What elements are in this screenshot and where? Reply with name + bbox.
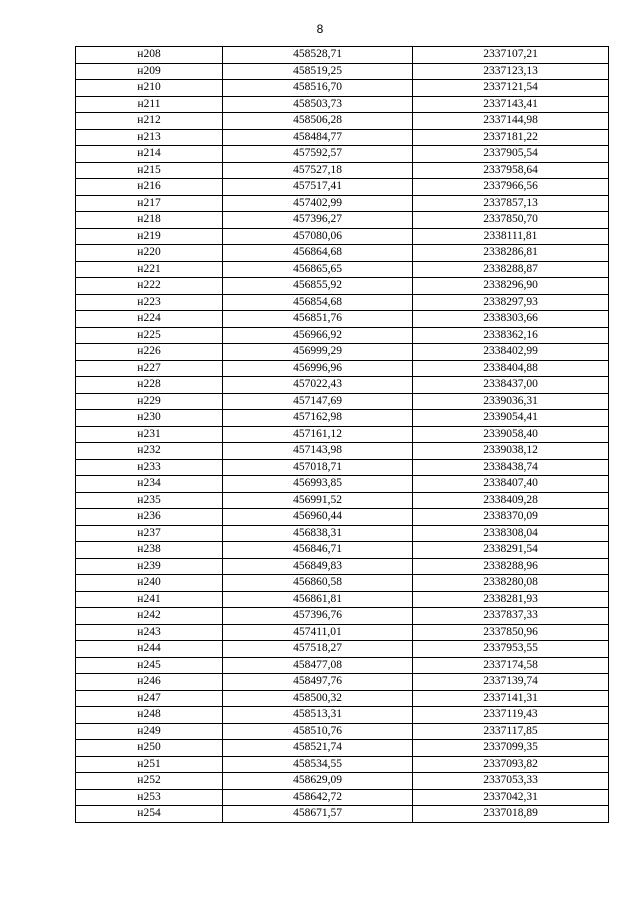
table-row [76,195,609,212]
page-number: 8 [316,22,324,36]
table-row [76,459,609,476]
x-coordinate-cell: 458500,32 [223,690,413,707]
point-id-cell: н226 [76,344,223,361]
x-coordinate-cell: 458503,73 [223,96,413,113]
table-row [76,674,609,691]
table-row [76,608,609,625]
y-coordinate-cell: 2339054,41 [413,410,609,427]
point-id-cell: н220 [76,245,223,262]
y-coordinate-cell: 2337119,43 [413,707,609,724]
x-coordinate-cell: 456999,29 [223,344,413,361]
y-coordinate-cell: 2337181,22 [413,129,609,146]
y-coordinate-cell: 2338288,96 [413,558,609,575]
x-coordinate-cell: 456849,83 [223,558,413,575]
x-coordinate-cell: 457402,99 [223,195,413,212]
x-coordinate-cell: 457161,12 [223,426,413,443]
point-id-cell: н238 [76,542,223,559]
table-row [76,311,609,328]
point-id-cell: н224 [76,311,223,328]
x-coordinate-cell: 457162,98 [223,410,413,427]
y-coordinate-cell: 2338291,54 [413,542,609,559]
y-coordinate-cell: 2338407,40 [413,476,609,493]
y-coordinate-cell: 2338111,81 [413,228,609,245]
y-coordinate-cell: 2337837,33 [413,608,609,625]
y-coordinate-cell: 2337107,21 [413,47,609,64]
table-row [76,690,609,707]
point-id-cell: н227 [76,360,223,377]
table-row [76,162,609,179]
x-coordinate-cell: 457022,43 [223,377,413,394]
table-row [76,707,609,724]
y-coordinate-cell: 2339058,40 [413,426,609,443]
point-id-cell: н240 [76,575,223,592]
y-coordinate-cell: 2337857,13 [413,195,609,212]
point-id-cell: н219 [76,228,223,245]
y-coordinate-cell: 2337139,74 [413,674,609,691]
y-coordinate-cell: 2338404,88 [413,360,609,377]
point-id-cell: н248 [76,707,223,724]
y-coordinate-cell: 2337144,98 [413,113,609,130]
y-coordinate-cell: 2338281,93 [413,591,609,608]
point-id-cell: н231 [76,426,223,443]
table-row [76,80,609,97]
y-coordinate-cell: 2338303,66 [413,311,609,328]
x-coordinate-cell: 457527,18 [223,162,413,179]
point-id-cell: н215 [76,162,223,179]
table-row [76,657,609,674]
point-id-cell: н210 [76,80,223,97]
point-id-cell: н229 [76,393,223,410]
point-id-cell: н225 [76,327,223,344]
y-coordinate-cell: 2338402,99 [413,344,609,361]
x-coordinate-cell: 456966,92 [223,327,413,344]
table-row [76,129,609,146]
point-id-cell: н233 [76,459,223,476]
y-coordinate-cell: 2338438,74 [413,459,609,476]
x-coordinate-cell: 457080,06 [223,228,413,245]
table-row [76,525,609,542]
y-coordinate-cell: 2337850,96 [413,624,609,641]
y-coordinate-cell: 2338308,04 [413,525,609,542]
x-coordinate-cell: 457396,27 [223,212,413,229]
table-row [76,212,609,229]
y-coordinate-cell: 2337958,64 [413,162,609,179]
x-coordinate-cell: 457147,69 [223,393,413,410]
x-coordinate-cell: 456996,96 [223,360,413,377]
x-coordinate-cell: 457143,98 [223,443,413,460]
table-row [76,591,609,608]
point-id-cell: н213 [76,129,223,146]
point-id-cell: н243 [76,624,223,641]
point-id-cell: н247 [76,690,223,707]
y-coordinate-cell: 2337953,55 [413,641,609,658]
x-coordinate-cell: 457396,76 [223,608,413,625]
x-coordinate-cell: 456993,85 [223,476,413,493]
y-coordinate-cell: 2337905,54 [413,146,609,163]
x-coordinate-cell: 458642,72 [223,789,413,806]
table-row [76,377,609,394]
point-id-cell: н253 [76,789,223,806]
y-coordinate-cell: 2337850,70 [413,212,609,229]
y-coordinate-cell: 2337099,35 [413,740,609,757]
x-coordinate-cell: 456865,65 [223,261,413,278]
x-coordinate-cell: 456991,52 [223,492,413,509]
point-id-cell: н217 [76,195,223,212]
x-coordinate-cell: 458671,57 [223,806,413,823]
table-row [76,443,609,460]
table-row [76,228,609,245]
x-coordinate-cell: 456960,44 [223,509,413,526]
table-row [76,723,609,740]
y-coordinate-cell: 2338409,28 [413,492,609,509]
point-id-cell: н222 [76,278,223,295]
table-row [76,146,609,163]
point-id-cell: н254 [76,806,223,823]
x-coordinate-cell: 458629,09 [223,773,413,790]
y-coordinate-cell: 2338280,08 [413,575,609,592]
y-coordinate-cell: 2337123,13 [413,63,609,80]
point-id-cell: н221 [76,261,223,278]
x-coordinate-cell: 456854,68 [223,294,413,311]
table-row [76,641,609,658]
x-coordinate-cell: 458534,55 [223,756,413,773]
coordinates-table-body [76,47,609,823]
table-row [76,360,609,377]
point-id-cell: н234 [76,476,223,493]
x-coordinate-cell: 456855,92 [223,278,413,295]
y-coordinate-cell: 2337174,58 [413,657,609,674]
x-coordinate-cell: 458484,77 [223,129,413,146]
table-row [76,278,609,295]
y-coordinate-cell: 2338362,16 [413,327,609,344]
x-coordinate-cell: 456838,31 [223,525,413,542]
y-coordinate-cell: 2337121,54 [413,80,609,97]
y-coordinate-cell: 2337053,33 [413,773,609,790]
point-id-cell: н235 [76,492,223,509]
table-row [76,426,609,443]
point-id-cell: н216 [76,179,223,196]
y-coordinate-cell: 2338286,81 [413,245,609,262]
x-coordinate-cell: 458513,31 [223,707,413,724]
y-coordinate-cell: 2337042,31 [413,789,609,806]
x-coordinate-cell: 457018,71 [223,459,413,476]
x-coordinate-cell: 458506,28 [223,113,413,130]
point-id-cell: н209 [76,63,223,80]
table-row [76,47,609,64]
point-id-cell: н250 [76,740,223,757]
table-row [76,63,609,80]
point-id-cell: н239 [76,558,223,575]
point-id-cell: н252 [76,773,223,790]
table-row [76,96,609,113]
table-row [76,245,609,262]
x-coordinate-cell: 457411,01 [223,624,413,641]
x-coordinate-cell: 458497,76 [223,674,413,691]
point-id-cell: н232 [76,443,223,460]
x-coordinate-cell: 458519,25 [223,63,413,80]
y-coordinate-cell: 2338296,90 [413,278,609,295]
table-row [76,476,609,493]
table-row [76,261,609,278]
table-row [76,344,609,361]
point-id-cell: н223 [76,294,223,311]
table-row [76,542,609,559]
y-coordinate-cell: 2339038,12 [413,443,609,460]
table-row [76,624,609,641]
point-id-cell: н236 [76,509,223,526]
table-row [76,113,609,130]
point-id-cell: н242 [76,608,223,625]
x-coordinate-cell: 457518,27 [223,641,413,658]
table-row [76,410,609,427]
x-coordinate-cell: 456860,58 [223,575,413,592]
point-id-cell: н230 [76,410,223,427]
point-id-cell: н228 [76,377,223,394]
point-id-cell: н246 [76,674,223,691]
y-coordinate-cell: 2337966,56 [413,179,609,196]
x-coordinate-cell: 457517,41 [223,179,413,196]
table-row [76,756,609,773]
x-coordinate-cell: 458477,08 [223,657,413,674]
table-row [76,492,609,509]
x-coordinate-cell: 456846,71 [223,542,413,559]
point-id-cell: н249 [76,723,223,740]
point-id-cell: н245 [76,657,223,674]
x-coordinate-cell: 458516,70 [223,80,413,97]
point-id-cell: н251 [76,756,223,773]
point-id-cell: н241 [76,591,223,608]
table-row [76,806,609,823]
y-coordinate-cell: 2339036,31 [413,393,609,410]
point-id-cell: н244 [76,641,223,658]
coordinates-table [75,46,609,823]
point-id-cell: н211 [76,96,223,113]
point-id-cell: н218 [76,212,223,229]
y-coordinate-cell: 2337093,82 [413,756,609,773]
table-row [76,558,609,575]
point-id-cell: н212 [76,113,223,130]
x-coordinate-cell: 456864,68 [223,245,413,262]
x-coordinate-cell: 457592,57 [223,146,413,163]
table-row [76,789,609,806]
table-row [76,327,609,344]
point-id-cell: н214 [76,146,223,163]
y-coordinate-cell: 2338288,87 [413,261,609,278]
table-row [76,509,609,526]
x-coordinate-cell: 456851,76 [223,311,413,328]
table-row [76,393,609,410]
point-id-cell: н237 [76,525,223,542]
table-row [76,773,609,790]
point-id-cell: н208 [76,47,223,64]
y-coordinate-cell: 2337018,89 [413,806,609,823]
y-coordinate-cell: 2338370,09 [413,509,609,526]
table-row [76,179,609,196]
x-coordinate-cell: 458521,74 [223,740,413,757]
x-coordinate-cell: 458510,76 [223,723,413,740]
y-coordinate-cell: 2338297,93 [413,294,609,311]
y-coordinate-cell: 2337143,41 [413,96,609,113]
table-row [76,294,609,311]
y-coordinate-cell: 2338437,00 [413,377,609,394]
table-row [76,740,609,757]
y-coordinate-cell: 2337141,31 [413,690,609,707]
table-row [76,575,609,592]
x-coordinate-cell: 458528,71 [223,47,413,64]
x-coordinate-cell: 456861,81 [223,591,413,608]
y-coordinate-cell: 2337117,85 [413,723,609,740]
